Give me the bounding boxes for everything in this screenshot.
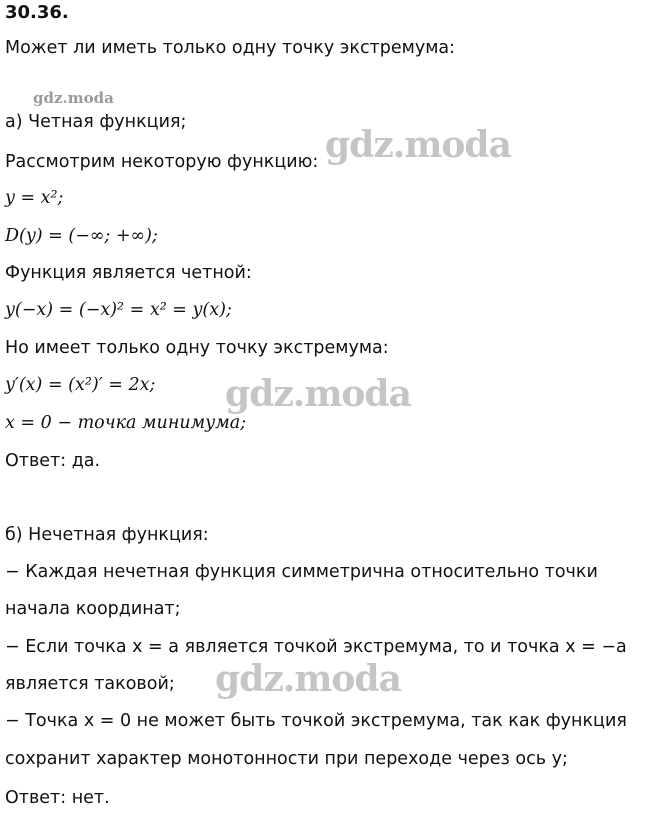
part-a-consider: Рассмотрим некоторую функцию: [5,152,319,172]
part-a-answer: Ответ: да. [5,451,101,471]
part-b-answer: Ответ: нет. [5,788,110,808]
part-b-line-5: − Точка x = 0 не может быть точкой экстремума, так как функция [5,711,627,731]
part-a-one-extremum: Но имеет только одну точку экстремума: [5,338,389,358]
part-a-minimum: x = 0 − точка минимума; [5,413,247,433]
watermark-small: gdz.moda [33,89,114,107]
question-text: Может ли иметь только одну точку экстремума: [5,38,456,58]
part-b-line-3: − Если точка x = a является точкой экстремума, то и точка x = −a [5,637,627,657]
part-a-heading: а) Четная функция; [5,112,187,132]
part-b-heading: б) Нечетная функция: [5,525,209,545]
watermark-big-1: gdz.moda [325,124,511,166]
part-a-derivative: y′(x) = (x²)′ = 2x; [5,375,156,395]
part-b-line-4: является таковой; [5,674,175,694]
watermark-big-2: gdz.moda [225,373,411,415]
problem-number: 30.36. [5,2,69,23]
part-b-line-2: начала координат; [5,599,181,619]
part-a-is-even: Функция является четной: [5,263,252,283]
part-a-even-check: y(−x) = (−x)² = x² = y(x); [5,300,232,320]
part-a-function-def: y = x²; [5,188,64,208]
part-b-line-1: − Каждая нечетная функция симметрична относительно точки [5,562,598,582]
part-a-domain: D(y) = (−∞; +∞); [5,226,158,246]
watermark-big-3: gdz.moda [215,658,401,700]
part-b-line-6: сохранит характер монотонности при переходе через ось y; [5,749,568,769]
